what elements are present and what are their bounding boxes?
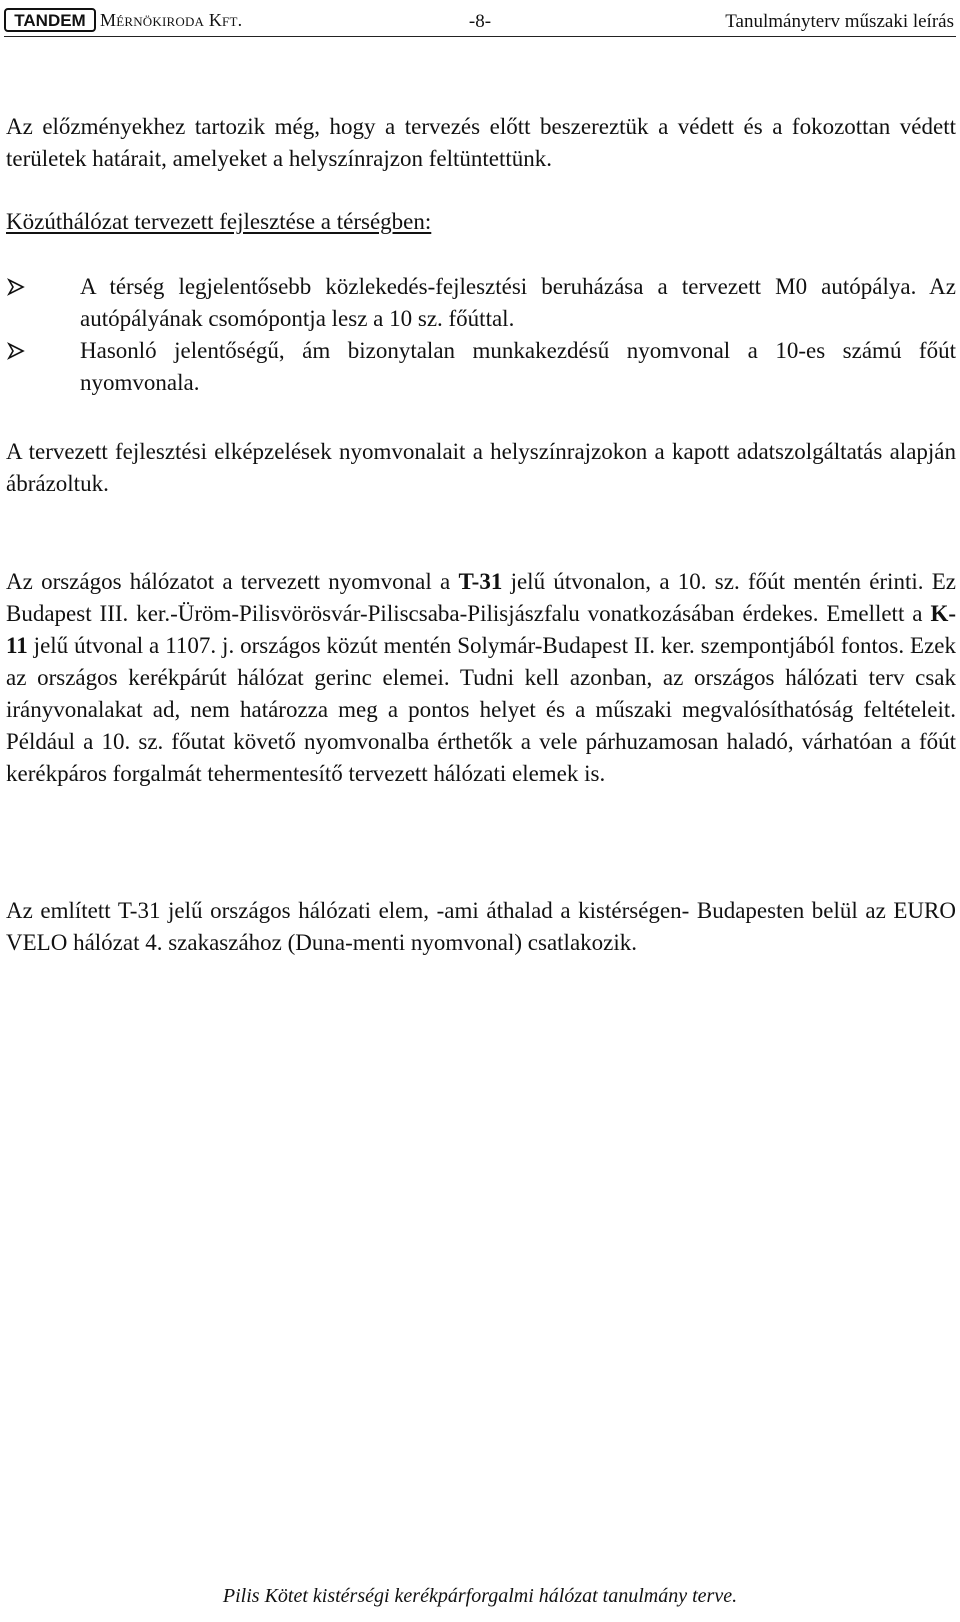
bullet-item-2 bbox=[6, 335, 956, 399]
company-logo bbox=[4, 8, 242, 32]
section-heading: Közúthálózat tervezett fejlesztése a térségben: bbox=[6, 209, 432, 234]
paragraph-intro: Az előzményekhez tartozik még, hogy a tervezés előtt beszereztük a védett és a fokozottan védett területek határait, amelyeket a helyszínrajzon feltüntettünk. bbox=[6, 114, 956, 171]
route-t31: T-31 bbox=[458, 569, 503, 594]
tandem-logo-mark bbox=[4, 8, 96, 32]
route-k11: K-11 bbox=[6, 601, 956, 658]
paragraph-national-network: Az országos hálózatot a tervezett nyomvonal a T-31 jelű útvonalon, a 10. sz. főút mentén érinti. Ez Budapest III. ker.-Üröm-Pilisvörösvár-Piliscsaba-Pilisjászfalu vonatkozásában érdekes. Emellett a K-11 jelű útvonal a 1107. j. országos közút mentén Solymár-Budapest II. ker. szempontjából fontos. Ezek az országos kerékpárút hálózat gerinc elemei. Tudni kell azonban, az országos hálózati terv csak irányvonalakat ad, nem határozza meg a pontos helyet és a műszaki megvalósíthatóság feltételeit. Például a 10. sz. főutat követő nyomvonalba érthetők a vele párhuzamosan haladó, várhatóan a főút kerékpáros forgalmát tehermentesítő tervezett hálózati elemek is. bbox=[6, 569, 956, 786]
paragraph-planning: A tervezett fejlesztési elképzelések nyomvonalait a helyszínrajzokon a kapott adatszolgáltatás alapján ábrázoltuk. bbox=[6, 439, 956, 496]
bullet-text-1: A térség legjelentősebb közlekedés-fejlesztési beruházása a tervezett M0 autópálya. Az autópályának csomópontja lesz a 10 sz. főúttal. bbox=[80, 274, 956, 331]
bullet-item-1 bbox=[6, 271, 956, 335]
page-header bbox=[4, 6, 956, 37]
arrowhead-bullet-icon bbox=[6, 336, 26, 366]
arrowhead-bullet-icon bbox=[6, 272, 26, 302]
logo-text: TANDEM bbox=[14, 11, 86, 30]
page-footer: Pilis Kötet kistérségi kerékpárforgalmi hálózat tanulmány terve. bbox=[222, 1585, 738, 1607]
paragraph-eurovelo: Az említett T-31 jelű országos hálózati elem, -ami áthalad a kistérségen- Budapesten belül az EURO VELO hálózat 4. szakaszához (Duna-menti nyomvonal) csatlakozik. bbox=[6, 898, 956, 955]
bullet-text-2: Hasonló jelentőségű, ám bizonytalan munkakezdésű nyomvonal a 10-es számú főút nyomvonala. bbox=[80, 338, 956, 395]
company-name: Mérnökiroda Kft. bbox=[100, 9, 243, 30]
document-type: Tanulmányterv műszaki leírás bbox=[725, 11, 954, 32]
page-number: -8- bbox=[468, 11, 492, 32]
